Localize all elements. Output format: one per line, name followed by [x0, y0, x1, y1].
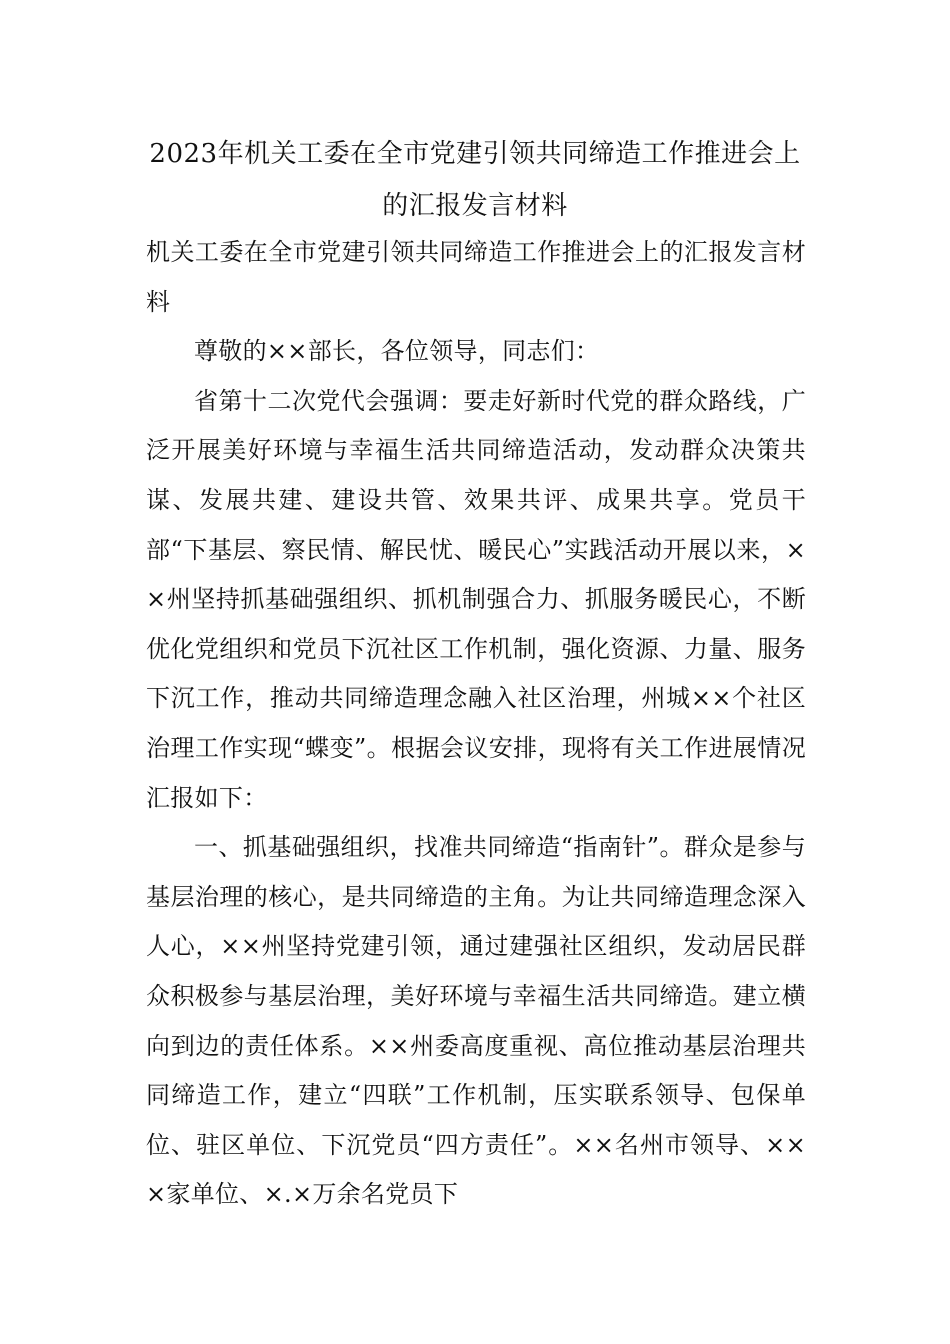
document-title: 2023年机关工委在全市党建引领共同缔造工作推进会上的汇报发言材料 — [149, 139, 801, 221]
salutation: 尊敬的××部长，各位领导，同志们： — [194, 337, 600, 366]
document-subtitle: 机关工委在全市党建引领共同缔造工作推进会上的汇报发言材料 — [146, 238, 806, 316]
body-paragraph-2: 一、抓基础强组织，找准共同缔造“指南针”。群众是参与基层治理的核心，是共同缔造的主角。为让共同缔造理念深入人心，××州坚持党建引领，通过建强社区组织，发动居民群众积极参与基层治理，美好环境与幸福生活共同缔造。建立横向到边的责任体系。××州委高度重视、高位推动基层治理共同缔造工作，建立“四联”工作机制，压实联系领导、包保单位、驻区单位、下沉党员“四方责任”。××名州市领导、×××家单位、×.×万余名党员下 — [146, 833, 806, 1209]
body-paragraph-1: 省第十二次党代会强调：要走好新时代党的群众路线，广泛开展美好环境与幸福生活共同缔造活动，发动群众决策共谋、发展共建、建设共管、效果共评、成果共享。党员干部“下基层、察民情、解民忧、暖民心”实践活动开展以来，××州坚持抓基础强组织、抓机制强合力、抓服务暖民心，不断优化党组织和党员下沉社区工作机制，强化资源、力量、服务下沉工作，推动共同缔造理念融入社区治理，州城××个社区治理工作实现“蝶变”。根据会议安排，现将有关工作进展情况汇报如下： — [146, 386, 806, 812]
document-body — [146, 228, 806, 1220]
